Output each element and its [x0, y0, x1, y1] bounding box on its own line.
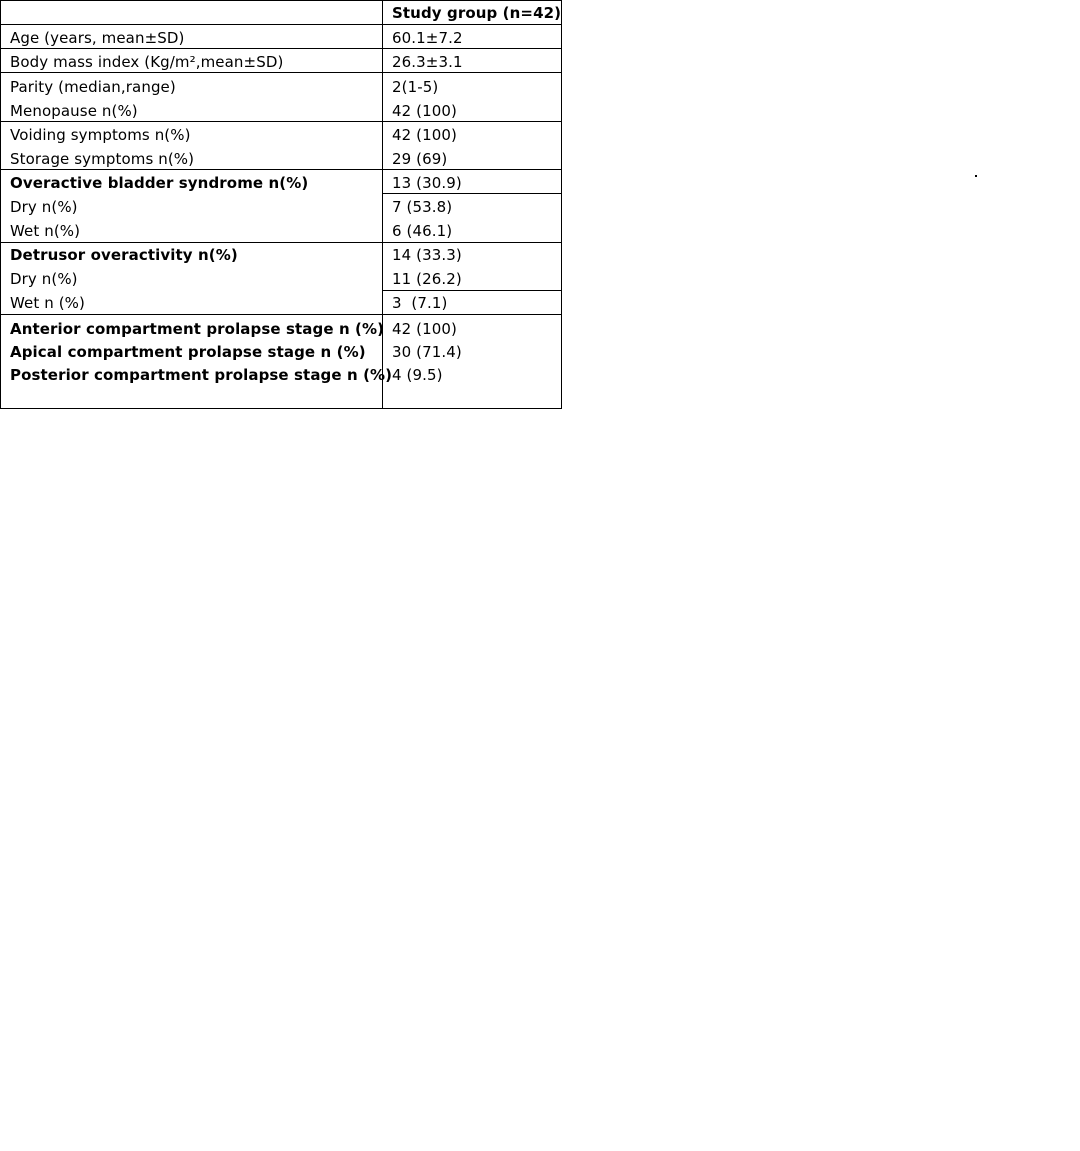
row-value-do-dry: 11 (26.2) — [392, 270, 462, 288]
stray-dot — [975, 175, 977, 177]
row-label-overactive-bladder: Overactive bladder syndrome n(%) — [10, 174, 309, 192]
row-value-voiding-symptoms: 42 (100) — [392, 126, 457, 144]
row-label-apical-prolapse: Apical compartment prolapse stage n (%) — [10, 343, 366, 361]
row-value-parity: 2(1-5) — [392, 78, 439, 96]
row-label-bmi: Body mass index (Kg/m²,mean±SD) — [10, 53, 284, 71]
row-label-do-wet: Wet n (%) — [10, 294, 85, 312]
row-separator — [0, 314, 561, 315]
row-separator — [0, 121, 561, 122]
table-bottom-border — [0, 408, 561, 409]
header-study-group: Study group (n=42) — [392, 4, 562, 22]
row-separator — [0, 242, 561, 243]
row-label-oab-wet: Wet n(%) — [10, 222, 81, 240]
value-cell-separator — [382, 193, 561, 194]
row-value-oab-dry: 7 (53.8) — [392, 198, 453, 216]
row-value-storage-symptoms: 29 (69) — [392, 150, 448, 168]
row-value-overactive-bladder: 13 (30.9) — [392, 174, 462, 192]
row-label-age: Age (years, mean±SD) — [10, 29, 185, 47]
value-cell-separator — [382, 290, 561, 291]
row-value-apical-prolapse: 30 (71.4) — [392, 343, 462, 361]
row-label-do-dry: Dry n(%) — [10, 270, 78, 288]
row-label-storage-symptoms: Storage symptoms n(%) — [10, 150, 195, 168]
row-value-anterior-prolapse: 42 (100) — [392, 320, 457, 338]
row-label-voiding-symptoms: Voiding symptoms n(%) — [10, 126, 191, 144]
row-label-oab-dry: Dry n(%) — [10, 198, 78, 216]
row-label-detrusor-overactivity: Detrusor overactivity n(%) — [10, 246, 238, 264]
table-top-border — [0, 0, 561, 1]
row-separator — [0, 24, 561, 25]
row-value-do-wet: 3 (7.1) — [392, 294, 448, 312]
table-left-border — [0, 0, 1, 409]
row-value-menopause: 42 (100) — [392, 102, 457, 120]
row-label-parity: Parity (median,range) — [10, 78, 176, 96]
table-column-divider — [382, 0, 383, 409]
row-separator — [0, 169, 561, 170]
characteristics-table — [0, 0, 562, 410]
row-label-posterior-prolapse: Posterior compartment prolapse stage n (%) — [10, 366, 393, 384]
row-value-oab-wet: 6 (46.1) — [392, 222, 453, 240]
row-value-bmi: 26.3±3.1 — [392, 53, 463, 71]
row-label-menopause: Menopause n(%) — [10, 102, 138, 120]
row-separator — [0, 72, 561, 73]
row-label-anterior-prolapse: Anterior compartment prolapse stage n (%) — [10, 320, 385, 338]
row-value-age: 60.1±7.2 — [392, 29, 463, 47]
table-right-border — [561, 0, 562, 409]
row-separator — [0, 48, 561, 49]
row-value-posterior-prolapse: 4 (9.5) — [392, 366, 443, 384]
row-value-detrusor-overactivity: 14 (33.3) — [392, 246, 462, 264]
